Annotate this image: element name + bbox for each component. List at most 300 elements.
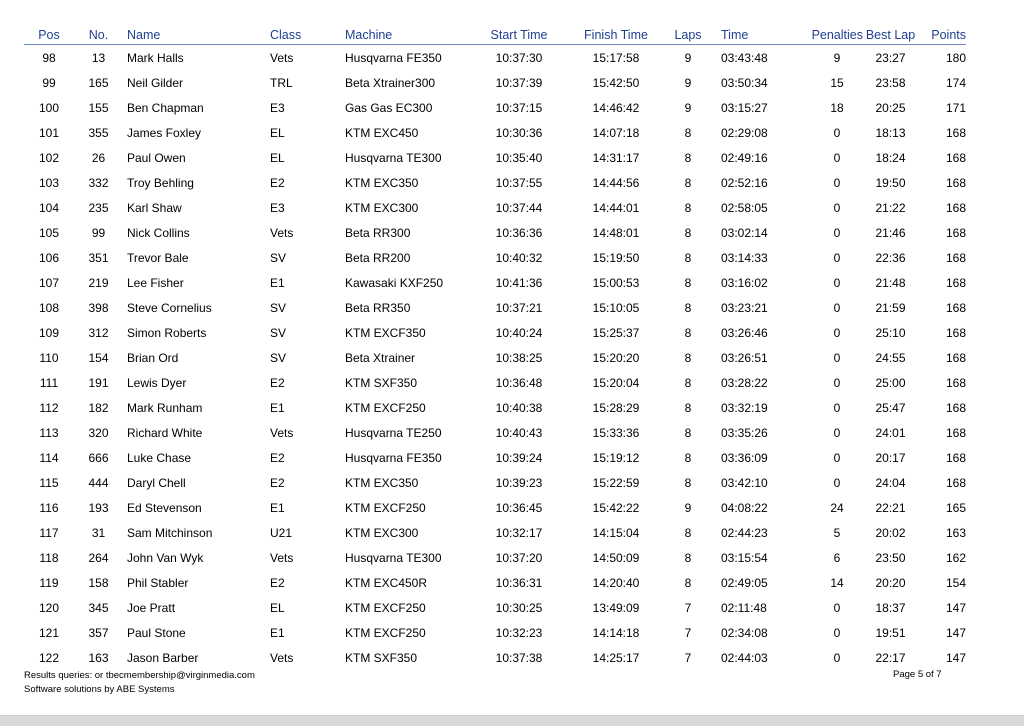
- cell-points: 168: [945, 450, 966, 465]
- cell-penalties: 14: [830, 575, 844, 590]
- cell-name: Ed Stevenson: [127, 500, 202, 515]
- cell-no: 264: [88, 550, 109, 565]
- cell-machine: Husqvarna TE250: [345, 425, 442, 440]
- cell-cls: E3: [270, 200, 285, 215]
- cell-time: 02:49:05: [721, 575, 768, 590]
- cell-no: 666: [88, 450, 109, 465]
- cell-time: 02:11:48: [721, 600, 767, 615]
- col-finish-header: Finish Time: [569, 21, 663, 45]
- cell-cls: Vets: [270, 425, 294, 440]
- cell-points: 147: [945, 625, 966, 640]
- cell-finish: 15:20:04: [592, 375, 640, 390]
- cell-machine: KTM EXCF250: [345, 400, 426, 415]
- cell-penalties: 15: [830, 75, 844, 90]
- cell-time: 03:15:27: [721, 100, 768, 115]
- cell-no: 26: [91, 150, 106, 165]
- cell-points: 168: [945, 475, 966, 490]
- cell-machine: KTM EXC300: [345, 200, 419, 215]
- cell-pos: 101: [38, 125, 60, 140]
- cell-time: 03:14:33: [721, 250, 768, 265]
- table-row: [24, 120, 966, 145]
- results-table: [24, 21, 966, 670]
- cell-name: Simon Roberts: [127, 325, 207, 340]
- cell-finish: 15:33:36: [592, 425, 640, 440]
- cell-pos: 110: [39, 350, 59, 365]
- table-row: [24, 620, 966, 645]
- table-row: [24, 270, 966, 295]
- cell-laps: 8: [684, 550, 692, 565]
- table-row: [24, 195, 966, 220]
- cell-start: 10:37:39: [495, 75, 543, 90]
- cell-best: 20:20: [875, 575, 906, 590]
- cell-points: 168: [945, 350, 966, 365]
- cell-cls: E1: [270, 400, 285, 415]
- cell-cls: E1: [270, 625, 285, 640]
- cell-machine: KTM EXC450: [345, 125, 419, 140]
- cell-cls: EL: [270, 125, 285, 140]
- table-row: [24, 220, 966, 245]
- cell-cls: EL: [270, 600, 285, 615]
- cell-no: 355: [88, 125, 109, 140]
- cell-machine: Gas Gas EC300: [345, 100, 433, 115]
- cell-name: Joe Pratt: [127, 600, 176, 615]
- cell-name: Mark Halls: [127, 50, 184, 65]
- cell-start: 10:37:30: [495, 50, 543, 65]
- cell-finish: 15:42:50: [592, 75, 640, 90]
- cell-machine: Husqvarna TE300: [345, 550, 442, 565]
- cell-penalties: 0: [833, 600, 841, 615]
- cell-no: 13: [91, 50, 106, 65]
- cell-best: 19:51: [875, 625, 906, 640]
- cell-penalties: 0: [833, 375, 841, 390]
- cell-best: 21:22: [875, 200, 906, 215]
- cell-no: 182: [88, 400, 109, 415]
- cell-time: 03:15:54: [721, 550, 768, 565]
- cell-time: 03:16:02: [721, 275, 768, 290]
- col-start-header: Start Time: [469, 21, 569, 45]
- cell-laps: 8: [684, 575, 692, 590]
- cell-penalties: 0: [833, 625, 841, 640]
- cell-name: Phil Stabler: [127, 575, 189, 590]
- table-row: [24, 70, 966, 95]
- table-row: [24, 145, 966, 170]
- cell-pos: 122: [38, 650, 60, 665]
- cell-start: 10:37:20: [495, 550, 543, 565]
- cell-best: 25:10: [875, 325, 906, 340]
- cell-best: 20:02: [875, 525, 906, 540]
- cell-time: 03:28:22: [721, 375, 768, 390]
- table-row: [24, 395, 966, 420]
- cell-no: 165: [88, 75, 109, 90]
- cell-points: 168: [945, 225, 966, 240]
- cell-points: 168: [945, 200, 966, 215]
- table-row: [24, 570, 966, 595]
- cell-name: Richard White: [127, 425, 203, 440]
- cell-name: Luke Chase: [127, 450, 192, 465]
- cell-points: 168: [945, 275, 966, 290]
- cell-time: 03:26:51: [721, 350, 768, 365]
- cell-points: 165: [945, 500, 966, 515]
- cell-best: 23:27: [875, 50, 906, 65]
- cell-no: 158: [88, 575, 109, 590]
- cell-points: 154: [945, 575, 966, 590]
- cell-finish: 15:19:50: [592, 250, 640, 265]
- results-queries-text: Results queries: or tbecmembership@virginmedia.com: [24, 670, 255, 681]
- cell-pos: 99: [42, 75, 56, 90]
- cell-points: 168: [945, 425, 966, 440]
- cell-pos: 107: [38, 275, 60, 290]
- cell-laps: 8: [684, 450, 692, 465]
- software-credit-text: Software solutions by ABE Systems: [24, 684, 175, 695]
- cell-finish: 14:50:09: [592, 550, 640, 565]
- col-laps-header: Laps: [663, 21, 713, 45]
- cell-start: 10:41:36: [495, 275, 543, 290]
- cell-finish: 14:07:18: [592, 125, 640, 140]
- cell-name: Neil Gilder: [127, 75, 184, 90]
- table-row: [24, 170, 966, 195]
- table-row: [24, 95, 966, 120]
- cell-points: 171: [945, 100, 966, 115]
- cell-time: 03:43:48: [721, 50, 768, 65]
- cell-no: 191: [88, 375, 109, 390]
- cell-time: 04:08:22: [721, 500, 768, 515]
- cell-best: 20:25: [875, 100, 906, 115]
- cell-time: 03:02:14: [721, 225, 768, 240]
- cell-time: 03:36:09: [721, 450, 768, 465]
- cell-laps: 7: [684, 650, 692, 665]
- cell-points: 180: [945, 50, 966, 65]
- cell-start: 10:40:43: [495, 425, 543, 440]
- cell-time: 03:23:21: [721, 300, 768, 315]
- cell-time: 02:49:16: [721, 150, 768, 165]
- cell-laps: 8: [684, 225, 692, 240]
- cell-pos: 109: [38, 325, 60, 340]
- cell-cls: E3: [270, 100, 285, 115]
- cell-no: 312: [88, 325, 109, 340]
- cell-penalties: 0: [833, 200, 841, 215]
- cell-start: 10:32:23: [495, 625, 543, 640]
- cell-no: 444: [88, 475, 109, 490]
- cell-laps: 8: [684, 300, 692, 315]
- cell-cls: Vets: [270, 50, 294, 65]
- cell-cls: Vets: [270, 650, 294, 665]
- cell-pos: 119: [39, 575, 59, 590]
- cell-machine: Beta Xtrainer: [345, 350, 416, 365]
- cell-penalties: 0: [833, 650, 841, 665]
- cell-finish: 14:44:56: [592, 175, 640, 190]
- cell-finish: 14:48:01: [592, 225, 640, 240]
- cell-machine: Beta Xtrainer300: [345, 75, 436, 90]
- cell-penalties: 24: [830, 500, 844, 515]
- cell-pos: 102: [38, 150, 60, 165]
- cell-machine: KTM EXCF250: [345, 500, 426, 515]
- cell-laps: 8: [684, 400, 692, 415]
- cell-time: 03:42:10: [721, 475, 768, 490]
- cell-pos: 117: [39, 525, 59, 540]
- cell-start: 10:36:31: [495, 575, 543, 590]
- cell-no: 99: [91, 225, 106, 240]
- cell-best: 21:46: [875, 225, 906, 240]
- header-row: [24, 21, 966, 45]
- cell-start: 10:30:36: [495, 125, 543, 140]
- cell-start: 10:30:25: [495, 600, 543, 615]
- cell-finish: 15:10:05: [592, 300, 640, 315]
- cell-pos: 108: [38, 300, 60, 315]
- cell-best: 22:36: [875, 250, 906, 265]
- cell-start: 10:39:23: [495, 475, 543, 490]
- cell-cls: SV: [270, 250, 287, 265]
- cell-no: 320: [88, 425, 109, 440]
- cell-laps: 7: [684, 625, 692, 640]
- cell-pos: 112: [39, 400, 59, 415]
- cell-no: 193: [88, 500, 109, 515]
- col-name-header: Name: [123, 21, 270, 45]
- col-pos-header: Pos: [24, 21, 74, 45]
- cell-machine: KTM EXCF250: [345, 625, 426, 640]
- cell-pos: 98: [42, 50, 56, 65]
- cell-machine: Husqvarna FE350: [345, 50, 442, 65]
- table-row: [24, 370, 966, 395]
- cell-best: 19:50: [875, 175, 906, 190]
- cell-machine: KTM EXCF350: [345, 325, 426, 340]
- cell-name: Sam Mitchinson: [127, 525, 213, 540]
- cell-start: 10:37:38: [495, 650, 543, 665]
- cell-penalties: 0: [833, 325, 841, 340]
- cell-no: 357: [88, 625, 109, 640]
- cell-name: Nick Collins: [127, 225, 190, 240]
- cell-name: Paul Owen: [127, 150, 186, 165]
- cell-finish: 15:42:22: [592, 500, 640, 515]
- cell-finish: 14:14:18: [592, 625, 640, 640]
- cell-best: 23:50: [875, 550, 906, 565]
- cell-machine: KTM SXF350: [345, 650, 418, 665]
- cell-finish: 15:25:37: [592, 325, 640, 340]
- cell-pos: 100: [38, 100, 60, 115]
- cell-best: 25:47: [875, 400, 906, 415]
- cell-machine: KTM EXCF250: [345, 600, 426, 615]
- cell-start: 10:39:24: [495, 450, 543, 465]
- cell-no: 31: [91, 525, 106, 540]
- table-row: [24, 45, 966, 71]
- cell-points: 168: [945, 300, 966, 315]
- cell-best: 21:48: [875, 275, 906, 290]
- cell-best: 18:24: [875, 150, 906, 165]
- cell-cls: EL: [270, 150, 285, 165]
- cell-finish: 15:00:53: [592, 275, 640, 290]
- cell-start: 10:36:45: [495, 500, 543, 515]
- cell-time: 02:58:05: [721, 200, 768, 215]
- cell-cls: Vets: [270, 550, 294, 565]
- cell-penalties: 0: [833, 150, 841, 165]
- cell-points: 174: [945, 75, 966, 90]
- cell-time: 02:44:23: [721, 525, 768, 540]
- cell-laps: 9: [684, 500, 692, 515]
- viewer-bottom-bar: [0, 715, 1024, 726]
- cell-cls: E1: [270, 275, 285, 290]
- cell-finish: 14:15:04: [592, 525, 640, 540]
- cell-laps: 7: [684, 600, 692, 615]
- cell-points: 168: [945, 125, 966, 140]
- cell-pos: 115: [39, 475, 59, 490]
- cell-no: 155: [88, 100, 109, 115]
- cell-name: Lee Fisher: [127, 275, 184, 290]
- cell-name: Daryl Chell: [127, 475, 186, 490]
- cell-pos: 106: [38, 250, 60, 265]
- cell-penalties: 0: [833, 250, 841, 265]
- cell-points: 147: [945, 650, 966, 665]
- cell-name: Troy Behling: [127, 175, 194, 190]
- table-row: [24, 295, 966, 320]
- cell-points: 147: [945, 600, 966, 615]
- cell-penalties: 0: [833, 300, 841, 315]
- table-row: [24, 345, 966, 370]
- col-class-header: Class: [270, 21, 345, 45]
- cell-best: 23:58: [875, 75, 906, 90]
- cell-finish: 14:25:17: [592, 650, 640, 665]
- cell-no: 154: [88, 350, 109, 365]
- cell-penalties: 0: [833, 475, 841, 490]
- col-best-header: Best Lap: [863, 21, 918, 45]
- cell-finish: 14:31:17: [592, 150, 640, 165]
- cell-laps: 9: [684, 50, 692, 65]
- cell-name: Paul Stone: [127, 625, 186, 640]
- cell-laps: 9: [684, 100, 692, 115]
- cell-points: 162: [945, 550, 966, 565]
- cell-machine: Husqvarna TE300: [345, 150, 442, 165]
- cell-laps: 8: [684, 200, 692, 215]
- cell-best: 18:37: [875, 600, 906, 615]
- cell-name: Jason Barber: [127, 650, 199, 665]
- cell-name: Mark Runham: [127, 400, 203, 415]
- cell-start: 10:40:24: [495, 325, 543, 340]
- cell-best: 22:21: [875, 500, 906, 515]
- cell-cls: TRL: [270, 75, 293, 90]
- cell-finish: 14:44:01: [592, 200, 640, 215]
- cell-best: 24:01: [875, 425, 906, 440]
- cell-laps: 8: [684, 350, 692, 365]
- cell-time: 02:29:08: [721, 125, 768, 140]
- cell-finish: 15:20:20: [592, 350, 640, 365]
- cell-laps: 8: [684, 425, 692, 440]
- cell-cls: SV: [270, 325, 287, 340]
- cell-machine: KTM SXF350: [345, 375, 418, 390]
- cell-laps: 8: [684, 325, 692, 340]
- cell-penalties: 0: [833, 275, 841, 290]
- cell-start: 10:36:36: [495, 225, 543, 240]
- cell-penalties: 0: [833, 175, 841, 190]
- cell-laps: 9: [684, 75, 692, 90]
- cell-points: 163: [945, 525, 966, 540]
- cell-penalties: 0: [833, 350, 841, 365]
- cell-start: 10:32:17: [495, 525, 543, 540]
- cell-points: 168: [945, 175, 966, 190]
- cell-penalties: 0: [833, 225, 841, 240]
- cell-machine: KTM EXC350: [345, 475, 419, 490]
- cell-penalties: 18: [830, 100, 844, 115]
- cell-cls: E1: [270, 500, 285, 515]
- cell-finish: 14:46:42: [592, 100, 640, 115]
- table-row: [24, 320, 966, 345]
- cell-cls: E2: [270, 375, 285, 390]
- cell-points: 168: [945, 400, 966, 415]
- cell-name: Brian Ord: [127, 350, 179, 365]
- table-row: [24, 470, 966, 495]
- cell-time: 02:44:03: [721, 650, 768, 665]
- cell-penalties: 9: [833, 50, 841, 65]
- cell-cls: E2: [270, 475, 285, 490]
- cell-name: Lewis Dyer: [127, 375, 187, 390]
- cell-no: 398: [88, 300, 109, 315]
- cell-machine: KTM EXC450R: [345, 575, 428, 590]
- table-row: [24, 645, 966, 670]
- cell-start: 10:35:40: [495, 150, 543, 165]
- cell-laps: 8: [684, 375, 692, 390]
- cell-name: Karl Shaw: [127, 200, 182, 215]
- cell-name: Trevor Bale: [127, 250, 189, 265]
- cell-no: 351: [88, 250, 109, 265]
- cell-penalties: 0: [833, 125, 841, 140]
- cell-time: 03:50:34: [721, 75, 768, 90]
- table-row: [24, 245, 966, 270]
- cell-time: 03:35:26: [721, 425, 768, 440]
- cell-laps: 8: [684, 250, 692, 265]
- col-penalties-header: Penalties: [791, 21, 863, 45]
- cell-penalties: 6: [833, 550, 841, 565]
- cell-start: 10:36:48: [495, 375, 543, 390]
- cell-pos: 116: [39, 500, 59, 515]
- cell-laps: 8: [684, 175, 692, 190]
- cell-penalties: 0: [833, 425, 841, 440]
- results-body: [24, 45, 966, 671]
- cell-start: 10:40:32: [495, 250, 543, 265]
- cell-start: 10:38:25: [495, 350, 543, 365]
- cell-name: James Foxley: [127, 125, 202, 140]
- cell-name: Ben Chapman: [127, 100, 204, 115]
- cell-cls: SV: [270, 300, 287, 315]
- cell-finish: 15:17:58: [592, 50, 640, 65]
- cell-finish: 14:20:40: [592, 575, 640, 590]
- cell-best: 18:13: [875, 125, 906, 140]
- cell-best: 24:55: [875, 350, 906, 365]
- col-points-header: Points: [918, 21, 966, 45]
- cell-machine: Kawasaki KXF250: [345, 275, 444, 290]
- table-row: [24, 445, 966, 470]
- cell-penalties: 5: [833, 525, 841, 540]
- cell-start: 10:37:55: [495, 175, 543, 190]
- cell-pos: 113: [39, 425, 59, 440]
- cell-best: 20:17: [875, 450, 906, 465]
- cell-time: 03:26:46: [721, 325, 768, 340]
- cell-pos: 103: [38, 175, 60, 190]
- table-row: [24, 545, 966, 570]
- cell-laps: 8: [684, 150, 692, 165]
- cell-finish: 15:19:12: [592, 450, 640, 465]
- cell-machine: Beta RR350: [345, 300, 411, 315]
- cell-cls: U21: [270, 525, 293, 540]
- cell-no: 332: [88, 175, 109, 190]
- cell-points: 168: [945, 325, 966, 340]
- cell-no: 219: [88, 275, 109, 290]
- cell-pos: 114: [39, 450, 59, 465]
- cell-points: 168: [945, 375, 966, 390]
- cell-laps: 8: [684, 475, 692, 490]
- col-machine-header: Machine: [345, 21, 469, 45]
- cell-start: 10:37:15: [495, 100, 543, 115]
- cell-name: John Van Wyk: [127, 550, 204, 565]
- cell-finish: 15:28:29: [592, 400, 640, 415]
- cell-laps: 8: [684, 525, 692, 540]
- cell-pos: 118: [39, 550, 59, 565]
